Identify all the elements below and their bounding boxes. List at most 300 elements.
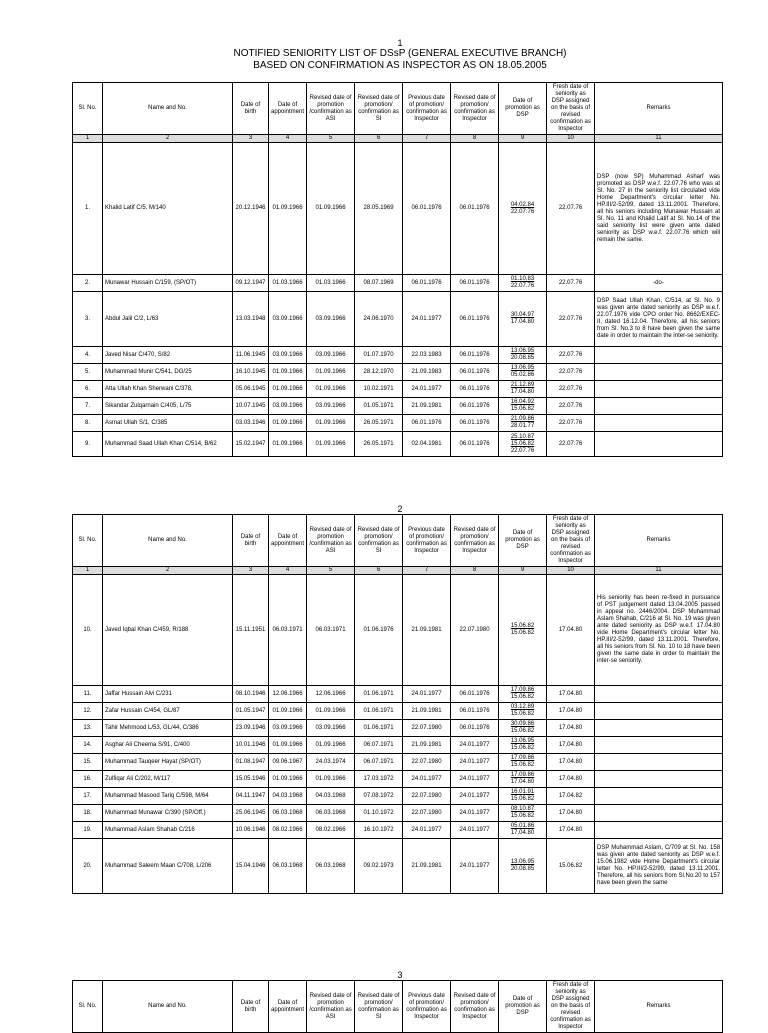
fresh-seniority-cell: 17.04.80 — [547, 737, 595, 754]
revised-inspector-date-cell: 06.01.1976 — [451, 432, 499, 457]
serial-number-cell: 13. — [73, 720, 103, 737]
table-row — [73, 805, 723, 822]
table-row — [73, 364, 723, 381]
date-of-birth-cell: 09.12.1947 — [233, 275, 269, 292]
dsp-date: 04.02.84 — [510, 201, 535, 208]
dsp-date: 15.06.82 — [510, 711, 535, 717]
column-number: 5 — [307, 135, 355, 143]
serial-number-cell: 5. — [73, 364, 103, 381]
table-row — [73, 398, 723, 415]
column-number: 3 — [233, 135, 269, 143]
fresh-seniority-cell: 17.04.80 — [547, 703, 595, 720]
appointment-date-cell: 04.03.1968 — [269, 788, 307, 805]
col-header-rev-asi: Revised date of promotion /confirmation as ASI — [307, 515, 355, 567]
revised-inspector-date-cell: 06.01.1976 — [451, 347, 499, 364]
serial-number-cell: 9. — [73, 432, 103, 457]
appointment-date-cell: 12.06.1966 — [269, 686, 307, 703]
dsp-promotion-cell — [499, 788, 547, 805]
name-cell: Jaffar Hussain Alvi C/231 — [103, 686, 233, 703]
column-number: 3 — [233, 567, 269, 575]
fresh-seniority-cell: 22.07.76 — [547, 292, 595, 347]
column-number: 9 — [499, 135, 547, 143]
si-date-cell: 10.02.1971 — [355, 381, 403, 398]
column-number-row — [73, 135, 723, 143]
serial-number-cell: 6. — [73, 381, 103, 398]
previous-inspector-date-cell: 21.09.1981 — [403, 737, 451, 754]
table-row — [73, 720, 723, 737]
previous-inspector-date-cell: 02.04.1981 — [403, 432, 451, 457]
name-cell: Abdul Jalil C/2, L/63 — [103, 292, 233, 347]
fresh-seniority-cell: 22.07.76 — [547, 398, 595, 415]
dsp-date: 15.06.82 — [510, 745, 535, 751]
asi-date-cell: 01.09.1966 — [307, 364, 355, 381]
dsp-promotion-cell — [499, 292, 547, 347]
serial-number-cell: 1. — [73, 143, 103, 275]
si-date-cell: 01.07.1970 — [355, 347, 403, 364]
asi-date-cell: 06.03.1971 — [307, 575, 355, 686]
table-row — [73, 839, 723, 894]
fresh-seniority-cell: 17.04.80 — [547, 771, 595, 788]
asi-date-cell: 12.06.1966 — [307, 686, 355, 703]
name-cell: Muhammad Saad Ullah Khan C/514, B/62 — [103, 432, 233, 457]
dsp-date: 15.06.82 — [510, 440, 535, 447]
serial-number-cell: 17. — [73, 788, 103, 805]
title-line-1: NOTIFIED SENIORITY LIST OF DSsP (GENERAL EXECUTIVE BRANCH) — [233, 48, 567, 59]
dsp-promotion-cell — [499, 703, 547, 720]
previous-inspector-date-cell: 21.09.1981 — [403, 575, 451, 686]
appointment-date-cell: 06.03.1968 — [269, 839, 307, 894]
remarks-cell — [595, 771, 723, 788]
dsp-date: 15.06.82 — [510, 813, 535, 819]
revised-inspector-date-cell: 24.01.1977 — [451, 788, 499, 805]
serial-number-cell: 15. — [73, 754, 103, 771]
fresh-seniority-cell: 22.07.76 — [547, 347, 595, 364]
revised-inspector-date-cell: 24.01.1977 — [451, 839, 499, 894]
dsp-date: 17.04.80 — [510, 779, 535, 785]
dsp-date: 30.04.97 — [510, 312, 535, 318]
table-row — [73, 822, 723, 839]
revised-inspector-date-cell: 24.01.1977 — [451, 737, 499, 754]
col-header-dsp: Date of promotion as DSP — [499, 515, 547, 567]
revised-inspector-date-cell: 24.01.1977 — [451, 754, 499, 771]
si-date-cell: 01.10.1972 — [355, 805, 403, 822]
col-header-rev-si: Revised date of promotion/ confirmation as SI — [355, 981, 403, 1033]
dsp-promotion-cell — [499, 839, 547, 894]
name-cell: Muhammad Munawar C/390 (SP/Off.) — [103, 805, 233, 822]
appointment-date-cell: 08.02.1966 — [269, 822, 307, 839]
date-of-birth-cell: 23.09.1946 — [233, 720, 269, 737]
column-number: 6 — [355, 567, 403, 575]
dsp-promotion-cell — [499, 381, 547, 398]
dsp-date: 13.06.95 — [510, 365, 535, 371]
dsp-date: 16.04.92 — [510, 399, 535, 405]
date-of-birth-cell: 04.11.1947 — [233, 788, 269, 805]
date-of-birth-cell: 01.05.1947 — [233, 703, 269, 720]
col-header-sl: Sl. No. — [73, 83, 103, 135]
dsp-promotion-cell — [499, 754, 547, 771]
column-number: 4 — [269, 135, 307, 143]
serial-number-cell: 4. — [73, 347, 103, 364]
dsp-promotion-cell — [499, 575, 547, 686]
dsp-date: 15.06.82 — [510, 623, 535, 629]
remarks-cell — [595, 415, 723, 432]
remarks-cell — [595, 686, 723, 703]
column-number: 11 — [595, 135, 723, 143]
dsp-date: 16.01.91 — [510, 789, 535, 795]
appointment-date-cell: 01.09.1966 — [269, 415, 307, 432]
column-number: 10 — [547, 135, 595, 143]
revised-inspector-date-cell: 06.01.1976 — [451, 686, 499, 703]
document-title — [0, 48, 768, 72]
previous-inspector-date-cell: 24.01.1977 — [403, 686, 451, 703]
appointment-date-cell: 01.09.1966 — [269, 143, 307, 275]
appointment-date-cell: 03.09.1966 — [269, 347, 307, 364]
revised-inspector-date-cell: 06.01.1976 — [451, 415, 499, 432]
col-header-prev-insp: Previous date of promotion/ confirmation as Inspector — [403, 515, 451, 567]
appointment-date-cell: 01.09.1966 — [269, 771, 307, 788]
dsp-date: 15.06.82 — [510, 728, 535, 734]
serial-number-cell: 10. — [73, 575, 103, 686]
name-cell: Zafar Hussain C/454, GL/87 — [103, 703, 233, 720]
asi-date-cell: 01.09.1966 — [307, 771, 355, 788]
date-of-birth-cell: 25.06.1945 — [233, 805, 269, 822]
col-header-name: Name and No. — [103, 515, 233, 567]
serial-number-cell: 12. — [73, 703, 103, 720]
si-date-cell: 28.12.1970 — [355, 364, 403, 381]
name-cell: Munawar Hussain C/159, (SP/OT) — [103, 275, 233, 292]
previous-inspector-date-cell: 21.09.1983 — [403, 364, 451, 381]
asi-date-cell: 03.09.1966 — [307, 398, 355, 415]
col-header-dsp: Date of promotion as DSP — [499, 981, 547, 1033]
date-of-birth-cell: 11.06.1945 — [233, 347, 269, 364]
previous-inspector-date-cell: 22.03.1983 — [403, 347, 451, 364]
previous-inspector-date-cell: 22.07.1980 — [403, 788, 451, 805]
serial-number-cell: 2. — [73, 275, 103, 292]
dsp-date: 13.06.95 — [510, 859, 535, 865]
dsp-date: 05.02.86 — [510, 372, 535, 378]
dsp-date: 13.06.95 — [510, 738, 535, 744]
table-row — [73, 275, 723, 292]
dsp-date: 17.04.80 — [510, 389, 535, 395]
si-date-cell: 28.05.1969 — [355, 143, 403, 275]
dsp-date: 22.07.76 — [510, 283, 535, 289]
si-date-cell: 01.06.1971 — [355, 720, 403, 737]
name-cell: Javed Nisar C/470, S/82 — [103, 347, 233, 364]
revised-inspector-date-cell: 06.01.1976 — [451, 398, 499, 415]
dsp-promotion-cell — [499, 415, 547, 432]
col-header-dob: Date of birth — [233, 83, 269, 135]
column-number: 11 — [595, 567, 723, 575]
dsp-date: 28.01.77 — [510, 423, 535, 429]
appointment-date-cell: 01.09.1966 — [269, 381, 307, 398]
asi-date-cell: 01.09.1966 — [307, 737, 355, 754]
name-cell: Sikandar Zulqarnain C/405, L/75 — [103, 398, 233, 415]
seniority-table-page-2 — [72, 514, 723, 894]
asi-date-cell: 24.03.1974 — [307, 754, 355, 771]
title-line-2: BASED ON CONFIRMATION AS INSPECTOR AS ON 18.05.2005 — [253, 60, 547, 71]
date-of-birth-cell: 01.08.1947 — [233, 754, 269, 771]
si-date-cell: 01.06.1971 — [355, 703, 403, 720]
previous-inspector-date-cell: 24.01.1977 — [403, 292, 451, 347]
fresh-seniority-cell: 15.06.82 — [547, 839, 595, 894]
name-cell: Asmat Ullah S/1, C/385 — [103, 415, 233, 432]
col-header-name: Name and No. — [103, 83, 233, 135]
column-number: 7 — [403, 567, 451, 575]
name-cell: Muhammad Munir C/541, DG/25 — [103, 364, 233, 381]
dsp-date: 17.09.86 — [510, 687, 535, 693]
revised-inspector-date-cell: 24.01.1977 — [451, 805, 499, 822]
dsp-date: 17.09.86 — [510, 755, 535, 761]
appointment-date-cell: 09.06.1967 — [269, 754, 307, 771]
dsp-date: 15.06.82 — [510, 796, 535, 802]
dsp-date: 03.12.89 — [510, 704, 535, 710]
dsp-date: 17.09.86 — [510, 772, 535, 778]
si-date-cell: 07.08.1972 — [355, 788, 403, 805]
remarks-cell — [595, 432, 723, 457]
remarks-cell: DSP Muhammad Aslam, C/709 at Sl. No. 158 was given ante dated seniority as DSP w.e.f. 15.06.1982 vide Home Department's circular letter No. HP.III/2-52/99, dated 13.11.2001. Therefore, all his seniors from Sl.No.20 to 157 have been given the same — [595, 839, 723, 894]
si-date-cell: 01.06.1976 — [355, 575, 403, 686]
dsp-date: 05.01.86 — [510, 823, 535, 829]
asi-date-cell: 04.03.1968 — [307, 788, 355, 805]
previous-inspector-date-cell: 21.09.1981 — [403, 839, 451, 894]
name-cell: Tahir Mehmood L/53, GL/44, C/386 — [103, 720, 233, 737]
table-row — [73, 292, 723, 347]
header-row — [73, 515, 723, 567]
date-of-birth-cell: 16.10.1945 — [233, 364, 269, 381]
revised-inspector-date-cell: 06.01.1976 — [451, 143, 499, 275]
fresh-seniority-cell: 17.04.80 — [547, 805, 595, 822]
dsp-promotion-cell — [499, 822, 547, 839]
appointment-date-cell: 06.03.1971 — [269, 575, 307, 686]
si-date-cell: 17.03.1972 — [355, 771, 403, 788]
column-number-row — [73, 567, 723, 575]
asi-date-cell: 06.03.1968 — [307, 839, 355, 894]
remarks-cell — [595, 737, 723, 754]
col-header-fresh: Fresh date of seniority as DSP assigned on the basis of revised confirmation as Inspector — [547, 83, 595, 135]
si-date-cell: 26.05.1971 — [355, 432, 403, 457]
dsp-date: 15.06.82 — [510, 694, 535, 700]
appointment-date-cell: 01.09.1966 — [269, 737, 307, 754]
asi-date-cell: 03.09.1966 — [307, 347, 355, 364]
dsp-promotion-cell — [499, 720, 547, 737]
appointment-date-cell: 01.03.1966 — [269, 275, 307, 292]
revised-inspector-date-cell: 06.01.1976 — [451, 703, 499, 720]
si-date-cell: 06.07.1971 — [355, 754, 403, 771]
dsp-date: 13.06.95 — [510, 348, 535, 354]
col-header-fresh: Fresh date of seniority as DSP assigned on the basis of revised confirmation as Inspector — [547, 515, 595, 567]
si-date-cell: 01.05.1971 — [355, 398, 403, 415]
seniority-table-page-3 — [72, 980, 723, 1033]
remarks-cell — [595, 398, 723, 415]
fresh-seniority-cell: 17.04.80 — [547, 720, 595, 737]
name-cell: Muhammad Masood Tariq C/598, M/64 — [103, 788, 233, 805]
col-header-appt: Date of appointment — [269, 981, 307, 1033]
dsp-date: 08.10.87 — [510, 806, 535, 812]
col-header-prev-insp: Previous date of promotion/ confirmation as Inspector — [403, 981, 451, 1033]
col-header-rev-si: Revised date of promotion/ confirmation as SI — [355, 515, 403, 567]
appointment-date-cell: 01.09.1966 — [269, 364, 307, 381]
fresh-seniority-cell: 17.04.80 — [547, 686, 595, 703]
asi-date-cell: 01.09.1966 — [307, 143, 355, 275]
dsp-promotion-cell — [499, 364, 547, 381]
col-header-remarks: Remarks — [595, 981, 723, 1033]
previous-inspector-date-cell: 06.01.1976 — [403, 143, 451, 275]
si-date-cell: 24.06.1970 — [355, 292, 403, 347]
dsp-date: 22.07.76 — [510, 447, 535, 454]
serial-number-cell: 3. — [73, 292, 103, 347]
date-of-birth-cell: 15.11.1951 — [233, 575, 269, 686]
dsp-date: 01.10.83 — [510, 276, 535, 282]
asi-date-cell: 03.09.1966 — [307, 292, 355, 347]
revised-inspector-date-cell: 24.01.1977 — [451, 822, 499, 839]
fresh-seniority-cell: 22.07.76 — [547, 275, 595, 292]
column-number: 8 — [451, 135, 499, 143]
col-header-appt: Date of appointment — [269, 83, 307, 135]
column-number: 1 — [73, 135, 103, 143]
table-row — [73, 575, 723, 686]
appointment-date-cell: 03.09.1966 — [269, 292, 307, 347]
revised-inspector-date-cell: 06.01.1976 — [451, 720, 499, 737]
table-row — [73, 771, 723, 788]
appointment-date-cell: 03.09.1966 — [269, 398, 307, 415]
fresh-seniority-cell: 17.04.80 — [547, 575, 595, 686]
name-cell: Khalid Latif C/5, M/140 — [103, 143, 233, 275]
col-header-dsp: Date of promotion as DSP — [499, 83, 547, 135]
name-cell: Muhammad Saleem Maan C/708, L/206 — [103, 839, 233, 894]
page-number-3: 3 — [397, 970, 403, 980]
table-row — [73, 143, 723, 275]
revised-inspector-date-cell: 06.01.1976 — [451, 292, 499, 347]
remarks-cell — [595, 381, 723, 398]
serial-number-cell: 20. — [73, 839, 103, 894]
dsp-promotion-cell — [499, 143, 547, 275]
serial-number-cell: 7. — [73, 398, 103, 415]
fresh-seniority-cell: 22.07.76 — [547, 364, 595, 381]
column-number: 6 — [355, 135, 403, 143]
revised-inspector-date-cell: 24.01.1977 — [451, 771, 499, 788]
col-header-rev-insp: Revised date of promotion/ confirmation as Inspector — [451, 981, 499, 1033]
previous-inspector-date-cell: 06.01.1976 — [403, 275, 451, 292]
fresh-seniority-cell: 22.07.76 — [547, 415, 595, 432]
fresh-seniority-cell: 17.04.80 — [547, 754, 595, 771]
serial-number-cell: 16. — [73, 771, 103, 788]
remarks-cell — [595, 720, 723, 737]
table-row — [73, 686, 723, 703]
col-header-rev-insp: Revised date of promotion/ confirmation as Inspector — [451, 515, 499, 567]
dsp-date: 22.07.76 — [510, 208, 535, 215]
remarks-cell: DSP Saad Ullah Khan, C/514, at Sl. No. 9 was given ante dated seniority as DSP w.e.f. 22.07.1976 vide CPO order No. 8662/EXEC-II, dated 16.12.04. Therefore, all his seniors from Sl. No.3 to 8 have been given the same date in order to maintain the inter-se seniority. — [595, 292, 723, 347]
date-of-birth-cell: 15.05.1946 — [233, 771, 269, 788]
date-of-birth-cell: 10.01.1946 — [233, 737, 269, 754]
fresh-seniority-cell: 22.07.76 — [547, 381, 595, 398]
date-of-birth-cell: 10.06.1946 — [233, 822, 269, 839]
col-header-remarks: Remarks — [595, 515, 723, 567]
page-number-1: 1 — [397, 38, 403, 48]
asi-date-cell: 03.09.1966 — [307, 720, 355, 737]
name-cell: Javed Iqbal Khan C/459, R/188 — [103, 575, 233, 686]
dsp-date: 20.08.85 — [510, 866, 535, 872]
page-number-2: 2 — [397, 504, 403, 514]
dsp-date: 25.10.87 — [510, 433, 535, 440]
previous-inspector-date-cell: 22.07.1980 — [403, 754, 451, 771]
previous-inspector-date-cell: 21.09.1981 — [403, 398, 451, 415]
table-row — [73, 788, 723, 805]
date-of-birth-cell: 13.03.1948 — [233, 292, 269, 347]
table-row — [73, 737, 723, 754]
asi-date-cell: 06.03.1968 — [307, 805, 355, 822]
date-of-birth-cell: 10.07.1945 — [233, 398, 269, 415]
previous-inspector-date-cell: 06.01.1976 — [403, 415, 451, 432]
seniority-table-page-1 — [72, 82, 723, 457]
col-header-rev-asi: Revised date of promotion /confirmation as ASI — [307, 83, 355, 135]
si-date-cell: 08.07.1969 — [355, 275, 403, 292]
previous-inspector-date-cell: 24.01.1977 — [403, 771, 451, 788]
remarks-cell: His seniority has been re-fixed in pursuance of PST judgement dated 13.04.2005 passed in appeal no. 2446/2004. DSP Muhammad Aslam Shahab, C/216 at Sl. No. 19 was given ante dated seniority as DSP w.e.f. 17.04.80 vide Home Department's circular letter No. HP.III/2-52/99, dated 13.11.2001. Therefore, all his seniors from Sl. No. 10 to 18 have been given the same date in order to maintain the inter-se seniority. — [595, 575, 723, 686]
asi-date-cell: 01.09.1966 — [307, 432, 355, 457]
si-date-cell: 09.02.1973 — [355, 839, 403, 894]
si-date-cell: 06.07.1971 — [355, 737, 403, 754]
dsp-promotion-cell — [499, 771, 547, 788]
revised-inspector-date-cell: 06.01.1976 — [451, 364, 499, 381]
dsp-date: 17.04.80 — [510, 830, 535, 836]
column-number: 2 — [103, 567, 233, 575]
si-date-cell: 26.05.1971 — [355, 415, 403, 432]
date-of-birth-cell: 15.02.1947 — [233, 432, 269, 457]
remarks-cell — [595, 703, 723, 720]
previous-inspector-date-cell: 24.01.1977 — [403, 381, 451, 398]
revised-inspector-date-cell: 06.01.1976 — [451, 381, 499, 398]
date-of-birth-cell: 05.06.1945 — [233, 381, 269, 398]
serial-number-cell: 19. — [73, 822, 103, 839]
previous-inspector-date-cell: 24.01.1977 — [403, 822, 451, 839]
previous-inspector-date-cell: 21.09.1981 — [403, 703, 451, 720]
dsp-date: 15.06.82 — [510, 406, 535, 412]
serial-number-cell: 14. — [73, 737, 103, 754]
appointment-date-cell: 01.09.1966 — [269, 432, 307, 457]
name-cell: Atta Ullah Khan Sherwani C/378, — [103, 381, 233, 398]
dsp-date: 20.08.85 — [510, 355, 535, 361]
asi-date-cell: 01.09.1966 — [307, 415, 355, 432]
header-row — [73, 981, 723, 1033]
serial-number-cell: 8. — [73, 415, 103, 432]
fresh-seniority-cell: 22.07.76 — [547, 432, 595, 457]
serial-number-cell: 11. — [73, 686, 103, 703]
dsp-date: 21.09.86 — [510, 416, 535, 422]
column-number: 8 — [451, 567, 499, 575]
dsp-date: 15.06.82 — [510, 630, 535, 636]
remarks-cell — [595, 822, 723, 839]
dsp-promotion-cell — [499, 432, 547, 457]
fresh-seniority-cell: 22.07.76 — [547, 143, 595, 275]
dsp-promotion-cell — [499, 805, 547, 822]
table-row — [73, 432, 723, 457]
dsp-promotion-cell — [499, 275, 547, 292]
name-cell: Zulfiqar Ali C/202, M/117 — [103, 771, 233, 788]
asi-date-cell: 01.09.1966 — [307, 703, 355, 720]
dsp-promotion-cell — [499, 347, 547, 364]
col-header-rev-asi: Revised date of promotion /confirmation as ASI — [307, 981, 355, 1033]
date-of-birth-cell: 15.04.1946 — [233, 839, 269, 894]
dsp-date: 30.09.86 — [510, 721, 535, 727]
fresh-seniority-cell: 17.04.80 — [547, 822, 595, 839]
revised-inspector-date-cell: 22.07.1980 — [451, 575, 499, 686]
dsp-promotion-cell — [499, 737, 547, 754]
remarks-cell: -do- — [595, 275, 723, 292]
remarks-cell: DSP (now SP) Muhammad Asharf was promoted as DSP w.e.f. 22.07.76 who was at Sl. No. 27 in the seniority list circulated vide Home Department's circular letter No. HP.III/2-52/99, dated 13.11.2001. Therefore, all his seniors including Munawar Hussain at Sl. No. 11 and Khalid Latif at Sl. No.14 of the said seniority list were given ante dated seniority as DSP w.e.f. 22.07.76 which will remain the same. — [595, 143, 723, 275]
header-row — [73, 83, 723, 135]
col-header-remarks: Remarks — [595, 83, 723, 135]
col-header-sl: Sl. No. — [73, 981, 103, 1033]
